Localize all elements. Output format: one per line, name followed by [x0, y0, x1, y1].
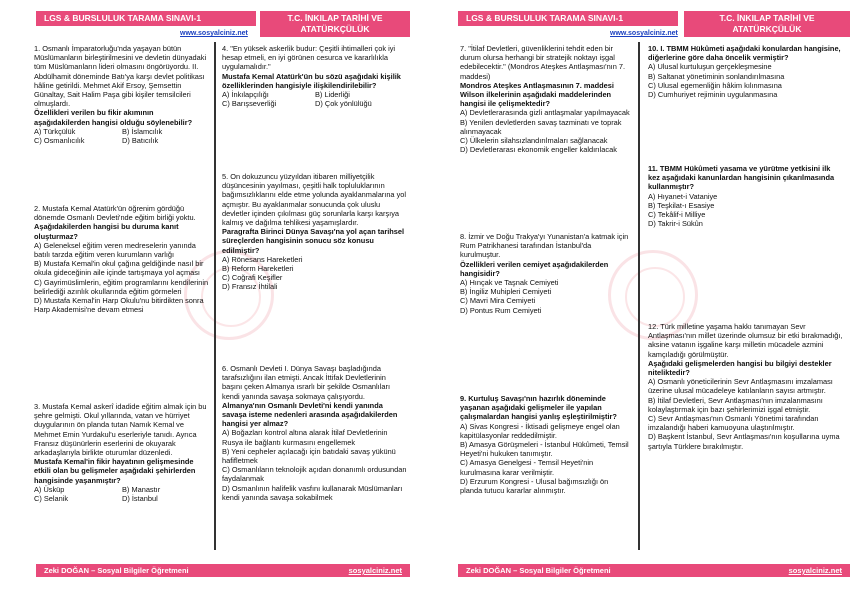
option-a[interactable]: A) Rönesans Hareketleri: [222, 254, 303, 264]
option-d[interactable]: D) Mustafa Kemal'in Harp Okulu'nu bitirdikten sonra Harp Akademisi'ne devam etmesi: [34, 296, 204, 315]
option-c[interactable]: C) Coğrafi Keşifler: [222, 273, 283, 283]
option-b[interactable]: B) Teşkilat-ı Esasiye: [648, 200, 715, 210]
option-d[interactable]: D) İstanbul: [122, 494, 158, 504]
page-footer: [458, 564, 850, 577]
option-d[interactable]: D) Devletlerarası ekonomik engeller kaldırılacak: [460, 145, 617, 155]
exam-page-left: [8, 0, 420, 603]
question-stem: 12. Türk milletine yaşama hakkı tanımayan Sevr Antlaşması'nın millet üzerinde olumsuz bir etki bırakmadığı, aksine vatanın işgaline karşı milletin mücadele azmini kamçıladığı görülmüştür.: [648, 322, 843, 359]
question-6: [222, 364, 408, 502]
option-b[interactable]: B) Amasya Görüşmeleri - İstanbul Hükûmeti, Temsil Heyeti'ni hukuken tanımıştır.: [460, 440, 629, 459]
option-a[interactable]: A) Üsküp: [34, 484, 65, 494]
option-b[interactable]: B) Manastır: [122, 484, 161, 494]
option-d[interactable]: D) Fransız İhtilali: [222, 282, 278, 292]
option-a[interactable]: A) Türkçülük: [34, 126, 76, 136]
option-c[interactable]: C) Tekâlif-i Milliye: [648, 210, 706, 220]
exam-title-banner: LGS & BURSLULUK TARAMA SINAVI-1: [36, 11, 256, 26]
question-prompt: Özellikleri verilen cemiyet aşağıdakilerden hangisidir?: [460, 259, 609, 278]
option-d[interactable]: D) Batıcılık: [122, 136, 159, 146]
option-b[interactable]: B) Reform Hareketleri: [222, 264, 294, 274]
option-d[interactable]: D) Başkent İstanbul, Sevr Antlaşması'nın koşullarına uyma şartıyla Türklere bırakılmıştır.: [648, 432, 840, 451]
question-stem: 8. İzmir ve Doğu Trakya'yı Yunanistan'a katmak için Rum Patrikhanesi tarafından İstanbul'da kurulmuştur.: [460, 232, 629, 260]
question-prompt: Özellikleri verilen bu fikir akımının aşağıdakilerden hangisi olduğu söylenebilir?: [34, 108, 193, 127]
option-d[interactable]: D) Çok yönlülüğü: [315, 99, 372, 109]
option-d[interactable]: D) Pontus Rum Cemiyeti: [460, 305, 542, 315]
option-c[interactable]: C) Selanik: [34, 494, 69, 504]
option-c[interactable]: C) Ulusal egemenliğin hâkim kılınmasına: [648, 80, 782, 90]
question-11: [648, 164, 844, 228]
option-a[interactable]: A) Boğazları kontrol altına alarak İtilaf Devletlerinin Rusya ile bağlantı kurmasını engellemek: [222, 428, 388, 447]
footer-site-link[interactable]: sosyalciniz.net: [348, 566, 402, 575]
question-5: [222, 172, 408, 292]
question-7: [460, 44, 632, 154]
question-stem: 5. On dokuzuncu yüzyıldan itibaren milliyetçilik düşüncesinin yayılması, çeşitli halk topluluklarının bağımsızlıklarını elde etme yolunda ayaklanmalarına yol açmıştır. Bu ayaklanmalar sonucunda çok uluslu devletler içinden çıkılması güç sorunlarla karşı karşıya kalmış ve dağılma tehlikesi yaşamışlardır.: [222, 172, 407, 228]
question-stem: 3. Mustafa Kemal askerî idadide eğitim almak için bu şehre gelmişti. Okul yıllarında, vatan ve hürriyet duygularının ön planda tutan Namık Kemal ve Mehmet Emin Yurdakul'u eserleriyle tanıdı. Ayrıca Fransız düşünürlerin eserlerini de okuyarak arkadaşlarıyla birlikte oturumlar düzenledi.: [34, 402, 207, 458]
footer-author: Zeki DOĞAN – Sosyal Bilgiler Öğretmeni: [44, 566, 189, 575]
question-stem: 7. "İtilaf Devletleri, güvenliklerini tehdit eden bir durum olursa herhangi bir stratejik noktayı işgal edebilecektir." (Mondros Ateşkes Antlaşması'nın 7. maddesi): [460, 44, 626, 81]
column-divider: [638, 42, 640, 550]
option-c[interactable]: C) Ülkelerin silahsızlandırılmaları sağlanacak: [460, 136, 608, 146]
option-a[interactable]: A) Osmanlı yöneticilerinin Sevr Antlaşmasını imzalaması üzerine ulusal mücadeleye katılanların sayısı artmıştır.: [648, 377, 833, 396]
question-3: [34, 402, 210, 503]
question-10: [648, 44, 844, 99]
question-prompt: Aşağıdakilerden hangisi bu duruma kanıt oluşturmaz?: [34, 222, 179, 241]
question-stem: 2. Mustafa Kemal Atatürk'ün öğrenim gördüğü dönemde Osmanlı Devleti'nde eğitim birliği yoktu.: [34, 204, 196, 223]
subject-line-1: T.C. İNKILAP TARİHİ VE: [287, 13, 383, 23]
question-prompt: Almanya'nın Osmanlı Devleti'ni kendi yanında savaşa isteme nedenleri arasında aşağıdakilerden hangisi yer almaz?: [222, 400, 398, 429]
column-divider: [214, 42, 216, 550]
exam-title-banner: LGS & BURSLULUK TARAMA SINAVI-1: [458, 11, 678, 26]
subject-banner: [260, 11, 410, 37]
site-link[interactable]: www.sosyalciniz.net: [180, 30, 248, 37]
subject-line-1: T.C. İNKILAP TARİHİ VE: [719, 13, 815, 23]
option-b[interactable]: B) Yenilen devletlerden savaş tazminatı ve toprak alınmayacak: [460, 117, 622, 136]
subject-banner: [684, 11, 850, 37]
option-c[interactable]: C) Sevr Antlaşması'nın Osmanlı Yönetimi tarafından imzalandığı haberi kamuoyuna ulaştırılmıştır.: [648, 414, 819, 433]
option-d[interactable]: D) Osmanlının halifelik vasfını kullanarak Müslümanları kendi yanında savaşa sokabilmek: [222, 483, 403, 502]
exam-page-right: [444, 0, 854, 603]
option-a[interactable]: A) Hıyanet-i Vataniye: [648, 191, 718, 201]
question-2: [34, 204, 210, 314]
question-stem: 4. "En yüksek askerlik budur: Çeşitli ihtimalleri çok iyi hesap etmeli, en iyi görünen cesurca ve kararlılıkla uygulamalıdır.": [222, 44, 396, 72]
question-8: [460, 232, 632, 315]
option-b[interactable]: B) İslamcılık: [122, 126, 163, 136]
question-prompt: 10. I. TBMM Hükûmeti aşağıdaki konulardan hangisine, diğerlerine göre daha öncelik vermiştir?: [648, 44, 841, 63]
option-b[interactable]: B) İtilaf Devletleri, Sevr Antlaşması'nın imzalanmasını kolaylaştırmak için bazı şehirlerimizi işgal etmiştir.: [648, 395, 823, 414]
option-a[interactable]: A) Hınçak ve Taşnak Cemiyeti: [460, 278, 559, 288]
option-b[interactable]: B) Yeni cepheler açılacağı için batıdaki savaş yükünü hafifletmek: [222, 446, 396, 466]
option-c[interactable]: C) Mavri Mira Cemiyeti: [460, 296, 536, 306]
option-a[interactable]: A) Sivas Kongresi - İktisadi gelişmeye engel olan kapitülasyonlar reddedilmiştir.: [460, 421, 620, 440]
option-c[interactable]: C) Gayrimüslimlerin, eğitim programlarını kendilerinin belirlediği azınlık okullarında eğitim görmeleri: [34, 277, 209, 296]
question-stem: 6. Osmanlı Devleti I. Dünya Savaşı başladığında tarafsızlığını ilan etmişti. Ancak İttifak Devletlerinin başını çeken Almanya ısrarlı bir şekilde Osmanlıları kendi yanında savaşa sokmaya çalışıyordu.: [222, 364, 390, 401]
subject-line-2: ATATÜRKÇÜLÜK: [300, 24, 370, 34]
option-b[interactable]: B) Liderliği: [315, 90, 350, 100]
question-prompt: Mustafa Kemal'in fikir hayatının gelişmesinde etkili olan bu gelişmeler aşağıdaki şehirlerden hangisinde yaşanmıştır?: [34, 457, 196, 485]
question-prompt: Mustafa Kemal Atatürk'ün bu sözü aşağıdaki kişilik özelliklerinden hangisiyle ilişkilendirilebilir?: [222, 71, 401, 90]
option-c[interactable]: C) Amasya Genelgesi - Temsil Heyeti'nin kurulmasına karar verilmiştir.: [460, 458, 594, 477]
option-a[interactable]: A) İnkılapçılığı: [222, 90, 269, 100]
subject-line-2: ATATÜRKÇÜLÜK: [732, 24, 802, 34]
question-9: [460, 394, 632, 495]
footer-author: Zeki DOĞAN – Sosyal Bilgiler Öğretmeni: [466, 566, 611, 575]
site-link[interactable]: www.sosyalciniz.net: [610, 30, 678, 37]
question-prompt: Aşağıdaki gelişmelerden hangisi bu bilgiyi destekler niteliktedir?: [648, 358, 832, 378]
page-footer: [36, 564, 410, 577]
question-12: [648, 322, 844, 451]
option-a[interactable]: A) Ulusal kurtuluşun gerçekleşmesine: [648, 62, 772, 72]
option-b[interactable]: B) Mustafa Kemal'in okul çağına geldiğinde nasıl bir okula gideceğinin aile içinde tartışmaya yol açması: [34, 259, 204, 278]
question-stem: 1. Osmanlı İmparatorluğu'nda yaşayan bütün Müslümanların birleştirilmesini ve devletin dünyadaki tüm Müslümanların lideri olmasını öngörüyordu. II. Abdülhamit döneminde Batı'ya karşı devlet politikası hâline getirildi. Mehmet Akif Ersoy, Şemsettin Günaltay, Sait Halim Paşa gibi kişiler temsilcileri olmuşlardı.: [34, 44, 207, 109]
question-prompt: Mondros Ateşkes Antlaşmasının 7. maddesi Wilson ilkelerinin aşağıdaki maddelerinden hangisi ile çelişmektedir?: [460, 80, 614, 109]
option-d[interactable]: D) Takrir-i Sükûn: [648, 219, 703, 229]
option-d[interactable]: D) Cumhuriyet rejiminin uygulanmasına: [648, 90, 778, 100]
footer-site-link[interactable]: sosyalciniz.net: [788, 566, 842, 575]
question-4: [222, 44, 408, 108]
option-a[interactable]: A) Geleneksel eğitim veren medreselerin yanında batılı tarzda eğitim veren kurumların varlığı: [34, 240, 196, 260]
option-c[interactable]: C) Barışseverliği: [222, 99, 277, 109]
question-1: [34, 44, 210, 145]
option-a[interactable]: A) Devletlerarasında gizli antlaşmalar yapılmayacak: [460, 108, 630, 118]
question-prompt: Paragrafta Birinci Dünya Savaşı'na yol açan tarihsel süreçlerden hangisinin sonucu söz konusu edilmiştir?: [222, 227, 405, 255]
option-b[interactable]: B) İngiliz Muhipleri Cemiyeti: [460, 287, 552, 297]
option-d[interactable]: D) Erzurum Kongresi - Ulusal bağımsızlığı ön planda tutucu kararlar alınmıştır.: [460, 476, 609, 496]
option-c[interactable]: C) Osmanlıcılık: [34, 136, 85, 146]
question-prompt: 9. Kurtuluş Savaşı'nın hazırlık döneminde yaşanan aşağıdaki gelişmeler ile yapılan çalışmalardan hangisi yanlış eşleştirilmiştir?: [460, 394, 617, 422]
option-b[interactable]: B) Saltanat yönetiminin sonlandırılmasına: [648, 71, 785, 81]
option-c[interactable]: C) Osmanlıların teknolojik açıdan donanımlı ordusundan faydalanmak: [222, 465, 407, 484]
question-prompt: 11. TBMM Hükûmeti yasama ve yürütme yetkisini ilk kez aşağıdaki kanunlardan hangisinin çıkarılmasında kullanmıştır?: [648, 164, 835, 192]
